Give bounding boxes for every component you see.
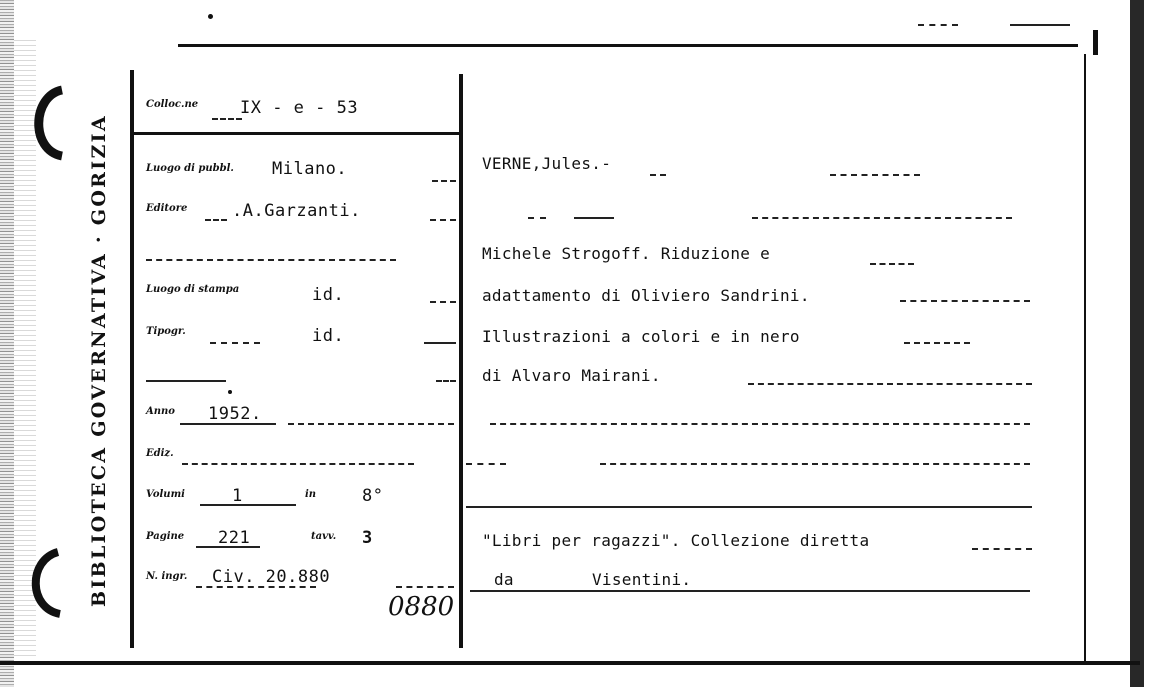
left-column-rule [130, 70, 134, 648]
top-dash [918, 24, 958, 26]
fill-line [180, 423, 276, 425]
fill-line [904, 342, 970, 344]
fill-line [146, 380, 226, 382]
entry-title-line-3: Illustrazioni a colori e in nero [482, 327, 800, 346]
value-editore: .A.Garzanti. [232, 201, 361, 221]
punch-hole-bottom [10, 540, 70, 630]
fill-line [490, 423, 1030, 425]
value-tavole: 3 [362, 528, 373, 548]
value-volumi: 1 [232, 486, 243, 506]
fill-line [574, 217, 614, 219]
handwritten-note: 0880 [388, 592, 455, 622]
fill-line [972, 548, 1032, 550]
fill-line [212, 118, 242, 120]
label-luogo-pubbl: Luogo di pubbl. [146, 163, 234, 174]
label-anno: Anno [146, 406, 175, 417]
fill-line [436, 380, 456, 382]
fill-line [466, 463, 506, 465]
scan-dot [228, 390, 232, 394]
top-dash [1010, 24, 1070, 26]
entry-title-line-1: Michele Strogoff. Riduzione e [482, 244, 771, 263]
fill-line [430, 219, 456, 221]
fill-line [748, 383, 1032, 385]
fill-line [528, 217, 546, 219]
fill-line [752, 217, 1012, 219]
label-n-ingr: N. ingr. [146, 571, 188, 582]
value-luogo-pubbl: Milano. [272, 159, 348, 179]
fill-line [200, 504, 296, 506]
fill-line [196, 586, 316, 588]
label-in: in [305, 489, 317, 500]
label-collocazione: Colloc.ne [146, 99, 199, 110]
fill-line [288, 423, 454, 425]
punch-hole-top [12, 78, 72, 168]
fill-line [466, 506, 1032, 508]
fill-line [870, 263, 914, 265]
entry-series-line-2-b: Visentini. [592, 570, 692, 589]
top-border [178, 44, 1078, 47]
right-border [1084, 54, 1086, 664]
entry-author: VERNE,Jules.- [482, 154, 612, 173]
label-tipografia: Tipogr. [146, 326, 186, 337]
fill-line [182, 463, 414, 465]
value-n-ingr: Civ. 20.880 [212, 567, 331, 587]
label-editore: Editore [146, 203, 188, 214]
value-luogo-stampa: id. [312, 285, 345, 305]
fill-line [396, 586, 454, 588]
fill-line [600, 463, 1030, 465]
fill-line [210, 342, 260, 344]
value-anno: 1952. [208, 404, 262, 424]
entry-series-line-2-a: da [494, 570, 514, 589]
fill-line [430, 301, 456, 303]
value-tipografia: id. [312, 326, 345, 346]
entry-title-line-4: di Alvaro Mairani. [482, 366, 661, 385]
fill-line [205, 219, 227, 221]
value-collocazione: IX - e - 53 [240, 98, 359, 118]
fill-line [650, 174, 666, 176]
label-ediz: Ediz. [146, 448, 174, 459]
bottom-border [0, 661, 1140, 665]
label-luogo-stampa: Luogo di stampa [146, 284, 240, 295]
scan-edge-right [1130, 0, 1144, 687]
scan-dot [208, 14, 213, 19]
value-formato: 8° [362, 486, 384, 506]
collocazione-separator [134, 132, 460, 135]
fill-line [424, 342, 456, 344]
entry-series-line-1: "Libri per ragazzi". Collezione diretta [482, 531, 870, 550]
label-pagine: Pagine [146, 531, 185, 542]
label-volumi: Volumi [146, 489, 185, 500]
fill-line [432, 180, 456, 182]
fill-line [196, 546, 260, 548]
entry-title-line-2: adattamento di Oliviero Sandrini. [482, 286, 810, 305]
middle-column-rule [459, 74, 463, 648]
label-tavole: tavv. [311, 531, 337, 542]
fill-line [146, 259, 396, 261]
value-pagine: 221 [218, 528, 251, 548]
library-name: BIBLIOTECA GOVERNATIVA · GORIZIA [88, 114, 110, 607]
fill-line [830, 174, 920, 176]
fill-line [470, 590, 1030, 592]
fill-line [900, 300, 1030, 302]
top-right-tick [1093, 30, 1098, 55]
